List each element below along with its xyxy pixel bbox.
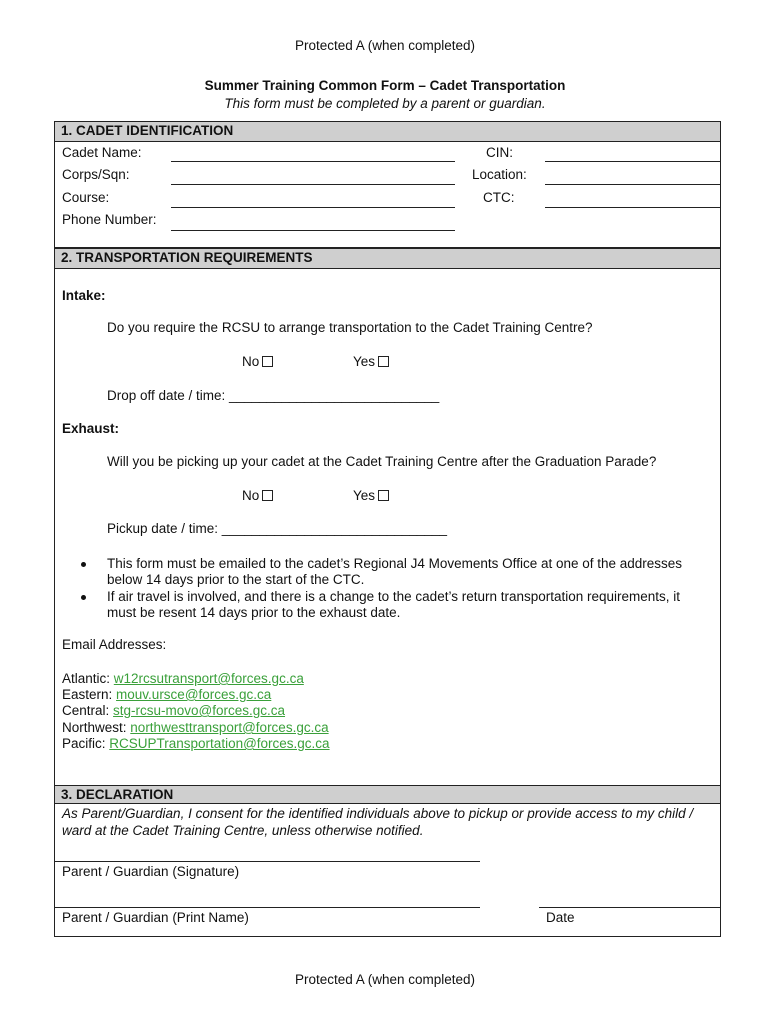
print-name-field[interactable] [55,907,480,908]
email-region: Northwest: [62,720,127,735]
cin-field[interactable] [545,161,720,162]
intake-question: Do you require the RCSU to arrange transportation to the Cadet Training Centre? [107,320,593,335]
email-addresses-heading: Email Addresses: [62,637,167,652]
section3-heading: 3. DECLARATION [55,786,720,804]
bullet-1-line-2: below 14 days prior to the start of the CTC. [107,572,365,587]
drop-off-date-field[interactable]: Drop off date / time: ____________________________ [107,388,440,403]
exhaust-question: Will you be picking up your cadet at the Cadet Training Centre after the Graduation Parade? [107,454,657,469]
form-title: Summer Training Common Form – Cadet Transportation [204,78,566,93]
email-atlantic [62,671,304,686]
location-field[interactable] [545,184,720,185]
course-field[interactable] [171,207,455,208]
intake-yes-checkbox[interactable] [378,356,389,367]
email-region: Central: [62,703,110,718]
exhaust-yes-option[interactable] [353,488,389,503]
bullet-icon [81,562,86,567]
email-northwest [62,720,329,735]
exhaust-label: Exhaust: [62,421,120,436]
signature-field[interactable] [55,861,480,862]
label-ctc: CTC: [483,190,515,205]
bullet-2-line-1: If air travel is involved, and there is a change to the cadet’s return transportation requirements, it [107,589,681,604]
intake-no-option[interactable] [242,354,273,369]
intake-yes-option[interactable] [353,354,389,369]
bullet-1-line-1: This form must be emailed to the cadet’s Regional J4 Movements Office at one of the addresses [107,556,683,571]
exhaust-no-label: No [242,488,260,503]
declaration-line-2: ward at the Cadet Training Centre, unless otherwise notified. [62,823,424,838]
label-cadet-name: Cadet Name: [62,145,142,160]
email-link[interactable]: mouv.ursce@forces.gc.ca [116,687,272,702]
intake-yes-label: Yes [353,354,376,369]
pickup-date-field[interactable]: Pickup date / time: ______________________________ [107,521,448,536]
exhaust-yes-label: Yes [353,488,376,503]
label-location: Location: [472,167,527,182]
form-subtitle: This form must be completed by a parent or guardian. [224,96,546,111]
email-link[interactable]: RCSUPTransportation@forces.gc.ca [109,736,330,751]
label-corps-sqn: Corps/Sqn: [62,167,130,182]
email-link[interactable]: w12rcsutransport@forces.gc.ca [113,671,304,686]
label-cin: CIN: [486,145,513,160]
section1-heading: 1. CADET IDENTIFICATION [55,122,720,142]
exhaust-no-option[interactable] [242,488,273,503]
label-course: Course: [62,190,110,205]
bullet-2-line-2: must be resent 14 days prior to the exhaust date. [107,605,401,620]
phone-number-field[interactable] [171,230,455,231]
email-eastern [62,687,271,702]
email-region: Pacific: [62,736,106,751]
protected-footer: Protected A (when completed) [294,972,476,987]
intake-label: Intake: [62,288,106,303]
email-link[interactable]: northwesttransport@forces.gc.ca [130,720,329,735]
declaration-line-1: As Parent/Guardian, I consent for the identified individuals above to pickup or provide access to my child / [62,806,694,821]
exhaust-no-checkbox[interactable] [262,490,273,501]
email-region: Eastern: [62,687,113,702]
intake-no-checkbox[interactable] [262,356,273,367]
email-central [62,703,285,718]
signature-label: Parent / Guardian (Signature) [62,864,240,879]
corps-sqn-field[interactable] [171,184,455,185]
cadet-name-field[interactable] [171,161,455,162]
section2-heading: 2. TRANSPORTATION REQUIREMENTS [55,249,720,269]
print-name-label: Parent / Guardian (Print Name) [62,910,249,925]
bullet-icon [81,595,86,600]
intake-no-label: No [242,354,260,369]
email-link[interactable]: stg-rcsu-movo@forces.gc.ca [113,703,286,718]
protected-header: Protected A (when completed) [294,38,476,53]
date-label: Date [546,910,575,925]
email-pacific [62,736,330,751]
label-phone-number: Phone Number: [62,212,157,227]
date-field[interactable] [539,907,720,908]
email-region: Atlantic: [62,671,111,686]
exhaust-yes-checkbox[interactable] [378,490,389,501]
ctc-field[interactable] [545,207,720,208]
